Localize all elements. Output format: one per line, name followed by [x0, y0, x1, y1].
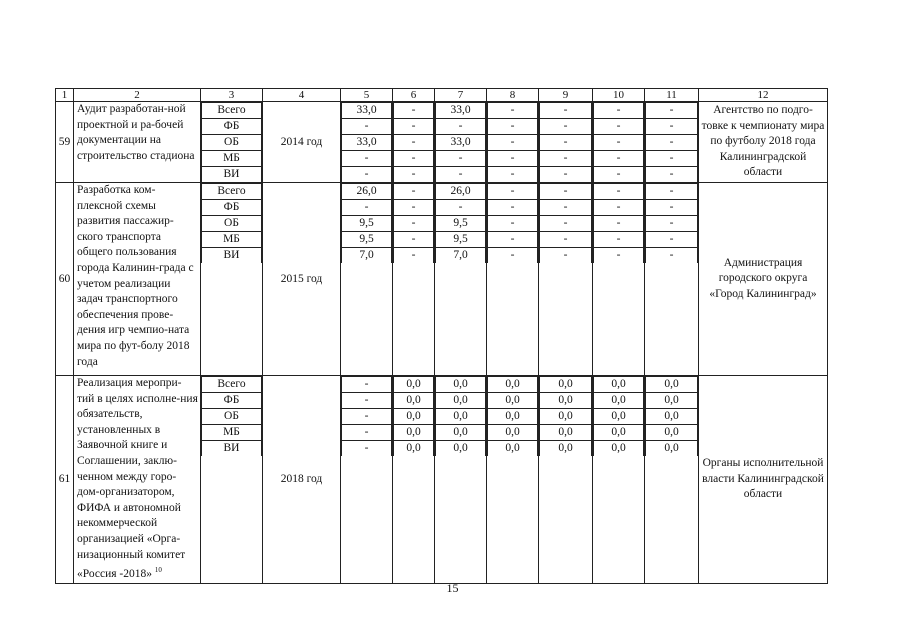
value-cell: -: [394, 216, 434, 232]
value-cell: -: [394, 135, 434, 151]
value-cell: 0,0: [394, 425, 434, 441]
value-cell: -: [594, 232, 644, 248]
value-cell: 0,0: [436, 425, 486, 441]
value-cell: -: [394, 167, 434, 183]
value-cell: -: [394, 103, 434, 119]
value-cell: -: [488, 103, 538, 119]
value-cell: -: [488, 135, 538, 151]
measure-name: [74, 376, 201, 584]
value-cell: -: [540, 167, 592, 183]
value-cell: 7,0: [342, 248, 392, 264]
value-cell: -: [594, 167, 644, 183]
value-cell: 0,0: [488, 393, 538, 409]
value-column-10: [593, 183, 645, 376]
funding-source: ФБ: [202, 200, 262, 216]
value-cell: -: [394, 232, 434, 248]
value-cell: 0,0: [594, 393, 644, 409]
value-column-10: [593, 102, 645, 183]
funding-source: МБ: [202, 232, 262, 248]
value-cell: -: [394, 119, 434, 135]
column-header-9: 9: [539, 89, 593, 102]
period: 2015 год: [263, 183, 341, 376]
value-cell: 0,0: [540, 409, 592, 425]
value-cell: 0,0: [540, 441, 592, 457]
column-header-5: 5: [341, 89, 393, 102]
funding-source: ФБ: [202, 393, 262, 409]
value-cell: -: [394, 151, 434, 167]
column-header-12: 12: [699, 89, 828, 102]
value-cell: -: [540, 103, 592, 119]
period: 2018 год: [263, 376, 341, 584]
value-cell: 26,0: [436, 184, 486, 200]
value-cell: -: [488, 216, 538, 232]
value-cell: -: [342, 393, 392, 409]
value-column-6: [393, 376, 435, 584]
value-cell: 0,0: [394, 377, 434, 393]
value-cell: -: [342, 151, 392, 167]
table-row: [56, 183, 828, 376]
value-cell: -: [540, 248, 592, 264]
responsible-party: Администрация городского округа «Город Калининград»: [699, 183, 828, 376]
value-cell: 26,0: [342, 184, 392, 200]
column-header-7: 7: [435, 89, 487, 102]
funding-source: МБ: [202, 425, 262, 441]
value-cell: 0,0: [646, 377, 698, 393]
responsible-party: Агентство по подго-товке к чемпионату мира по футболу 2018 года Калининградской области: [699, 102, 828, 183]
funding-source: ВИ: [202, 167, 262, 183]
value-cell: -: [594, 184, 644, 200]
value-cell: -: [488, 184, 538, 200]
funding-source: МБ: [202, 151, 262, 167]
value-cell: -: [646, 232, 698, 248]
measure-name-text: Аудит разработан-ной проектной и ра-бочей документации на строительство стадиона: [77, 103, 195, 162]
funding-sources: [201, 183, 263, 376]
value-cell: 9,5: [436, 216, 486, 232]
value-cell: -: [488, 248, 538, 264]
value-cell: 0,0: [646, 425, 698, 441]
value-cell: 0,0: [646, 441, 698, 457]
period: 2014 год: [263, 102, 341, 183]
value-column-5: [341, 183, 393, 376]
value-cell: -: [594, 103, 644, 119]
value-cell: 0,0: [488, 441, 538, 457]
value-column-9: [539, 183, 593, 376]
value-cell: -: [436, 167, 486, 183]
value-cell: -: [342, 441, 392, 457]
value-column-11: [645, 183, 699, 376]
funding-sources: [201, 376, 263, 584]
value-cell: -: [488, 232, 538, 248]
table-row: [56, 102, 828, 183]
value-cell: 33,0: [436, 135, 486, 151]
value-column-8: [487, 183, 539, 376]
value-cell: 33,0: [342, 103, 392, 119]
value-column-10: [593, 376, 645, 584]
value-cell: -: [594, 119, 644, 135]
value-cell: -: [540, 232, 592, 248]
value-cell: -: [488, 167, 538, 183]
value-cell: -: [540, 200, 592, 216]
value-cell: 0,0: [436, 409, 486, 425]
value-cell: 9,5: [342, 232, 392, 248]
value-cell: -: [394, 200, 434, 216]
column-header-4: 4: [263, 89, 341, 102]
value-cell: -: [594, 200, 644, 216]
value-column-8: [487, 376, 539, 584]
measure-name: [74, 102, 201, 183]
value-column-11: [645, 102, 699, 183]
value-cell: -: [394, 184, 434, 200]
value-cell: -: [436, 151, 486, 167]
responsible-party: Органы исполнительной власти Калининградской области: [699, 376, 828, 584]
value-column-7: [435, 376, 487, 584]
value-cell: -: [436, 119, 486, 135]
funding-source: ОБ: [202, 135, 262, 151]
column-header-2: 2: [74, 89, 201, 102]
funding-source: ВИ: [202, 248, 262, 264]
value-cell: 0,0: [594, 425, 644, 441]
value-cell: -: [342, 377, 392, 393]
funding-source: Всего: [202, 377, 262, 393]
value-cell: -: [488, 151, 538, 167]
value-cell: 9,5: [342, 216, 392, 232]
value-cell: 0,0: [394, 393, 434, 409]
value-cell: -: [646, 167, 698, 183]
column-header-10: 10: [593, 89, 645, 102]
value-cell: -: [540, 184, 592, 200]
value-column-6: [393, 183, 435, 376]
value-cell: 0,0: [436, 377, 486, 393]
value-cell: -: [646, 248, 698, 264]
value-cell: 0,0: [488, 425, 538, 441]
value-column-11: [645, 376, 699, 584]
page-number: 15: [446, 581, 459, 595]
funding-source: ОБ: [202, 216, 262, 232]
header-row: [56, 89, 828, 102]
value-cell: 33,0: [436, 103, 486, 119]
value-cell: -: [540, 151, 592, 167]
value-cell: -: [488, 200, 538, 216]
value-cell: -: [594, 151, 644, 167]
column-header-8: 8: [487, 89, 539, 102]
value-cell: -: [646, 151, 698, 167]
value-column-7: [435, 102, 487, 183]
value-cell: -: [594, 248, 644, 264]
value-cell: 0,0: [594, 441, 644, 457]
value-cell: 0,0: [594, 409, 644, 425]
value-column-5: [341, 376, 393, 584]
value-cell: -: [646, 103, 698, 119]
value-column-6: [393, 102, 435, 183]
funding-source: ОБ: [202, 409, 262, 425]
value-cell: -: [488, 119, 538, 135]
value-cell: 0,0: [594, 377, 644, 393]
value-cell: 0,0: [394, 441, 434, 457]
value-cell: -: [342, 425, 392, 441]
column-header-3: 3: [201, 89, 263, 102]
value-cell: -: [342, 200, 392, 216]
value-column-8: [487, 102, 539, 183]
measure-name: [74, 183, 201, 376]
value-cell: 0,0: [540, 425, 592, 441]
value-cell: -: [342, 167, 392, 183]
value-cell: 0,0: [436, 393, 486, 409]
value-cell: -: [646, 119, 698, 135]
value-column-9: [539, 102, 593, 183]
value-cell: 0,0: [488, 377, 538, 393]
row-number: 59: [56, 102, 74, 183]
funding-source: Всего: [202, 184, 262, 200]
column-header-1: 1: [56, 89, 74, 102]
value-cell: -: [594, 135, 644, 151]
funding-source: ВИ: [202, 441, 262, 457]
value-cell: -: [646, 135, 698, 151]
value-cell: 0,0: [488, 409, 538, 425]
funding-source: ФБ: [202, 119, 262, 135]
value-cell: -: [540, 119, 592, 135]
value-cell: -: [594, 216, 644, 232]
value-cell: 0,0: [436, 441, 486, 457]
value-cell: 0,0: [540, 393, 592, 409]
row-number: 60: [56, 183, 74, 376]
value-cell: 7,0: [436, 248, 486, 264]
value-cell: -: [540, 135, 592, 151]
value-cell: -: [646, 200, 698, 216]
value-column-7: [435, 183, 487, 376]
measure-name-text: Реализация меропри-тий в целях исполне-ния обязательств, установленных в Заявочной книге и Соглашении, заклю-ченном между горо-дом-организатором, ФИФА и автономной некоммерческой организацией «Орга-низационный комитет «Россия -2018»: [77, 377, 198, 580]
value-column-9: [539, 376, 593, 584]
footnote-marker: 10: [154, 566, 162, 575]
value-cell: -: [342, 409, 392, 425]
funding-sources: [201, 102, 263, 183]
column-header-11: 11: [645, 89, 699, 102]
funding-source: Всего: [202, 103, 262, 119]
measure-name-text: Разработка ком-плексной схемы развития пассажир-ского транспорта общего пользования города Калинин-града с учетом реализации задач транспортного обеспечения прове-дения игр чемпио-ната мира по фут-болу 2018 года: [77, 184, 194, 368]
value-cell: -: [646, 184, 698, 200]
value-cell: 0,0: [646, 409, 698, 425]
value-cell: -: [342, 119, 392, 135]
value-cell: 0,0: [646, 393, 698, 409]
value-cell: 33,0: [342, 135, 392, 151]
value-cell: 0,0: [394, 409, 434, 425]
value-cell: 9,5: [436, 232, 486, 248]
value-cell: -: [394, 248, 434, 264]
table-row: [56, 376, 828, 584]
program-table: [55, 88, 828, 584]
value-column-5: [341, 102, 393, 183]
value-cell: -: [646, 216, 698, 232]
column-header-6: 6: [393, 89, 435, 102]
row-number: 61: [56, 376, 74, 584]
value-cell: -: [540, 216, 592, 232]
value-cell: -: [436, 200, 486, 216]
value-cell: 0,0: [540, 377, 592, 393]
